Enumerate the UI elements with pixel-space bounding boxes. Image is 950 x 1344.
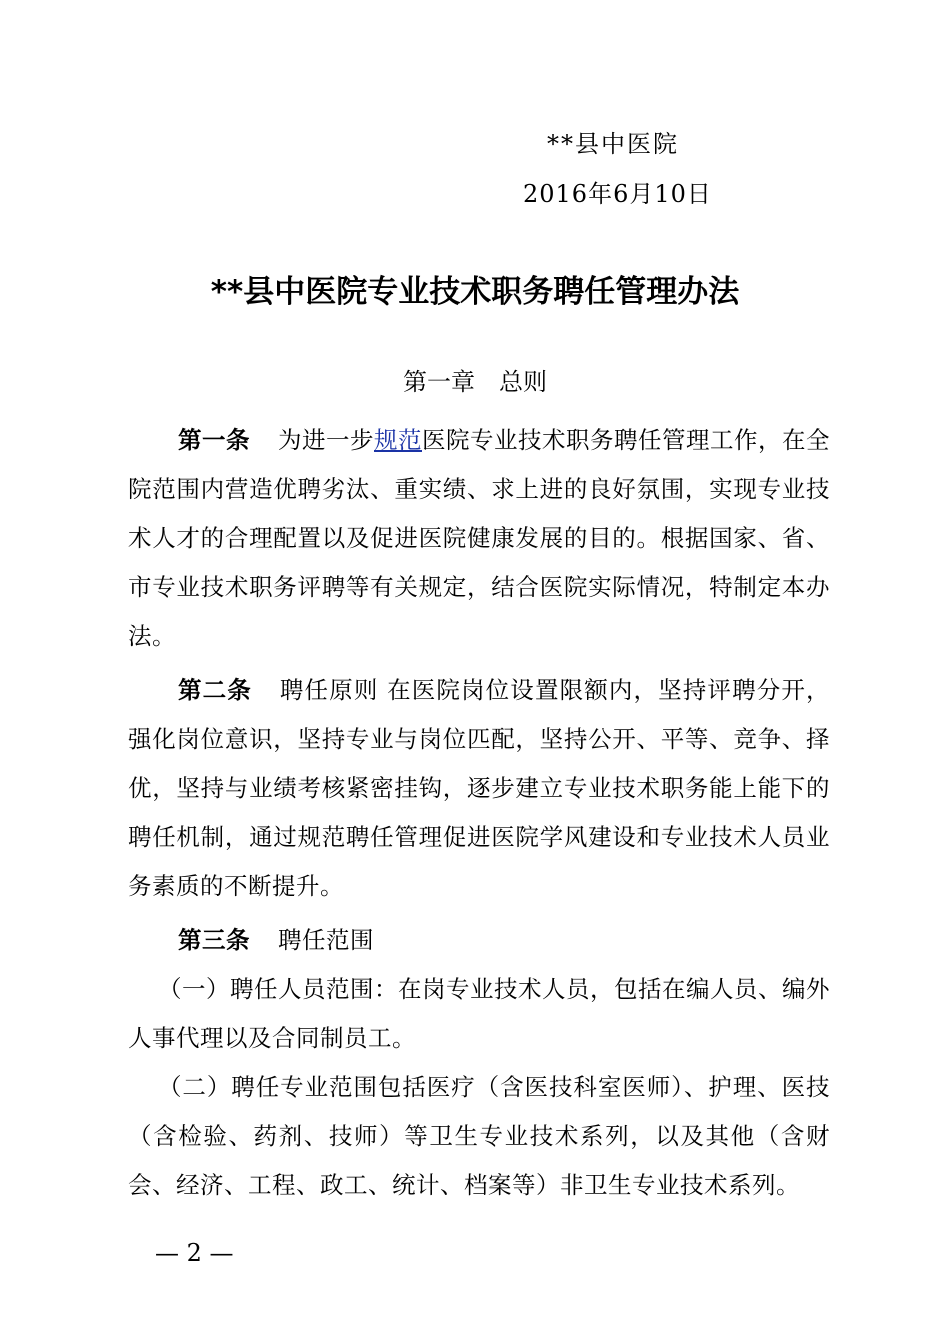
article-3-text: 聘任范围 — [278, 926, 374, 954]
article-1-label: 第一条 — [178, 426, 250, 454]
article-1-text-after-link: 医院专业技术职务聘任管理工作，在全院范围内营造优聘劣汰、重实绩、求上进的良好氛围，实现专业技术人才的合理配置以及促进医院健康发展的目的。根据国家、省、市专业技术职务评聘等有关规定，结合医院实际情况，特制定本办法。 — [128, 426, 830, 650]
article-1-text-before-link: 为进一步 — [278, 426, 374, 454]
signature-organization: **县中医院 — [547, 130, 679, 158]
article-2 — [128, 666, 830, 911]
article-3 — [128, 916, 830, 1210]
article-1 — [128, 416, 830, 661]
article-3-item-2: （二）聘任专业范围包括医疗（含医技科室医师）、护理、医技（含检验、药剂、技师）等卫生专业技术系列，以及其他（含财会、经济、工程、政工、统计、档案等）非卫生专业技术系列。 — [128, 1073, 830, 1199]
article-2-paragraph — [128, 666, 830, 911]
article-1-link[interactable]: 规范 — [374, 426, 422, 454]
article-3-label: 第三条 — [178, 926, 250, 954]
signature-date: 2016年6月10日 — [523, 180, 712, 208]
chapter-heading: 第一章 总则 — [403, 368, 547, 396]
article-1-paragraph — [128, 416, 830, 661]
article-3-item-1: （一）聘任人员范围：在岗专业技术人员，包括在编人员、编外人事代理以及合同制员工。 — [128, 975, 830, 1052]
document-title: **县中医院专业技术职务聘任管理办法 — [210, 274, 740, 310]
article-3-paragraph — [128, 916, 830, 965]
article-2-label: 第二条 — [178, 676, 252, 704]
article-2-text: 聘任原则 在医院岗位设置限额内，坚持评聘分开，强化岗位意识，坚持专业与岗位匹配，坚持公开、平等、竞争、择优，坚持与业绩考核紧密挂钩，逐步建立专业技术职务能上能下的聘任机制，通过规范聘任管理促进医院学风建设和专业技术人员业务素质的不断提升。 — [128, 676, 830, 900]
page-number: — 2 — — [155, 1239, 234, 1267]
